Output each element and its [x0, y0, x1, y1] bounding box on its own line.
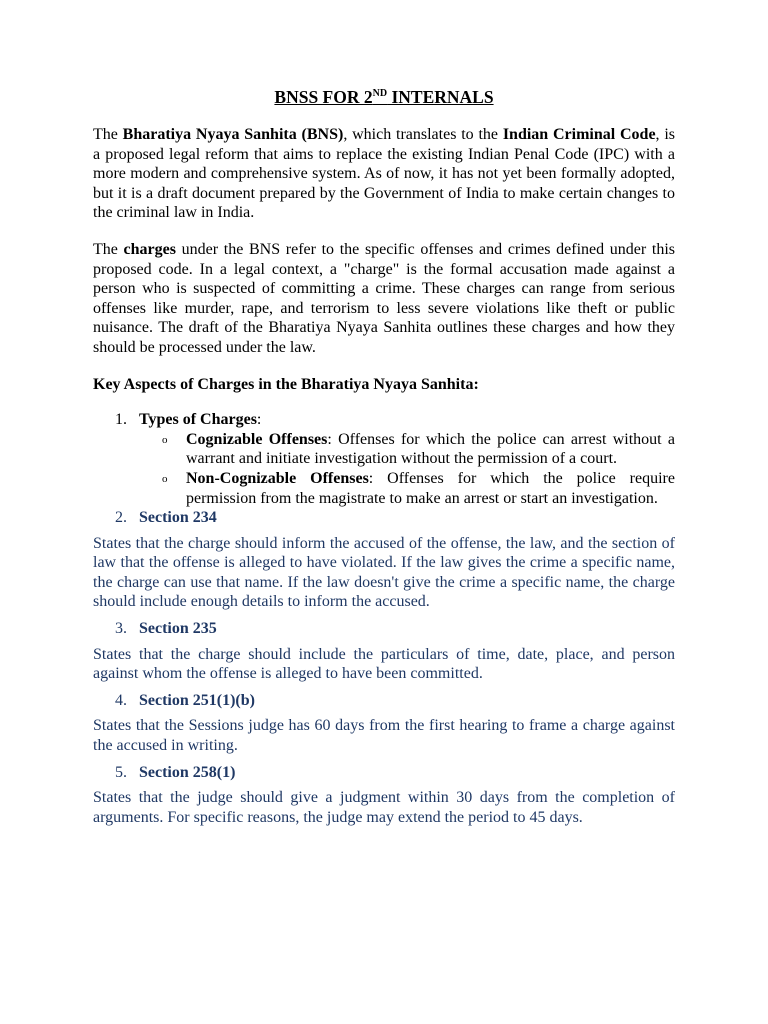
section-251-text: States that the Sessions judge has 60 days from the first hearing to frame a charge against the accused in writing.: [93, 717, 675, 755]
sub-item-non-cognizable: o Non-Cognizable Offenses: Offenses for which the police require permission from the magistrate to make an arrest or start an investigation.: [162, 469, 675, 507]
section-235-text: States that the charge should include the particulars of time, date, place, and person against whom the offense is alleged to have been committed.: [93, 645, 675, 683]
document-title: BNSS FOR 2ND INTERNALS: [274, 87, 494, 107]
list-number: 5.: [115, 763, 127, 781]
bullet-icon: o: [162, 433, 168, 446]
list-item-section-234: 2. Section 234: [115, 509, 217, 527]
list-number: 4.: [115, 691, 127, 709]
list-item-section-258: 5. Section 258(1): [115, 763, 236, 781]
section-234-text: States that the charge should inform the accused of the offense, the law, and the section of law that the offense is alleged to have violated. If the law gives the crime a specific name, the charge can use that name. If the law doesn't give the crime a specific name, the charge should include enough details to inform the accused.: [93, 534, 675, 611]
list-number: 3.: [115, 620, 127, 638]
list-number: 1.: [115, 411, 127, 429]
intro-paragraph-2: The charges under the BNS refer to the specific offenses and crimes defined under this proposed code. In a legal context, a "charge" is the formal accusation made against a person who is suspected of committing a crime. These charges can range from serious offenses like murder, rape, and terrorism to less severe violations like theft or public nuisance. The draft of the Bharatiya Nyaya Sanhita outlines these charges and how they should be processed under the law.: [93, 240, 676, 356]
list-item-section-235: 3. Section 235: [115, 620, 217, 638]
list-item-types-of-charges: 1. Types of Charges:: [115, 411, 262, 429]
intro-paragraph-1: The Bharatiya Nyaya Sanhita (BNS), which translates to the Indian Criminal Code, is a proposed legal reform that aims to replace the existing Indian Penal Code (IPC) with a more modern and comprehensive system. As of now, it has not yet been formally adopted, but it is a draft document prepared by the Government of India to make certain changes to the criminal law in India.: [93, 126, 676, 222]
list-item-section-251: 4. Section 251(1)(b): [115, 691, 255, 709]
title-superscript: ND: [372, 88, 388, 100]
section-258-text: States that the judge should give a judgment within 30 days from the completion of arguments. For specific reasons, the judge may extend the period to 45 days.: [93, 789, 675, 826]
list-number: 2.: [115, 509, 127, 527]
section-heading: Key Aspects of Charges in the Bharatiya Nyaya Sanhita:: [93, 375, 479, 393]
sub-item-cognizable: o Cognizable Offenses: Offenses for which the police can arrest without a warrant and initiate investigation without the permission of a court.: [162, 430, 675, 468]
bullet-icon: o: [162, 472, 168, 485]
